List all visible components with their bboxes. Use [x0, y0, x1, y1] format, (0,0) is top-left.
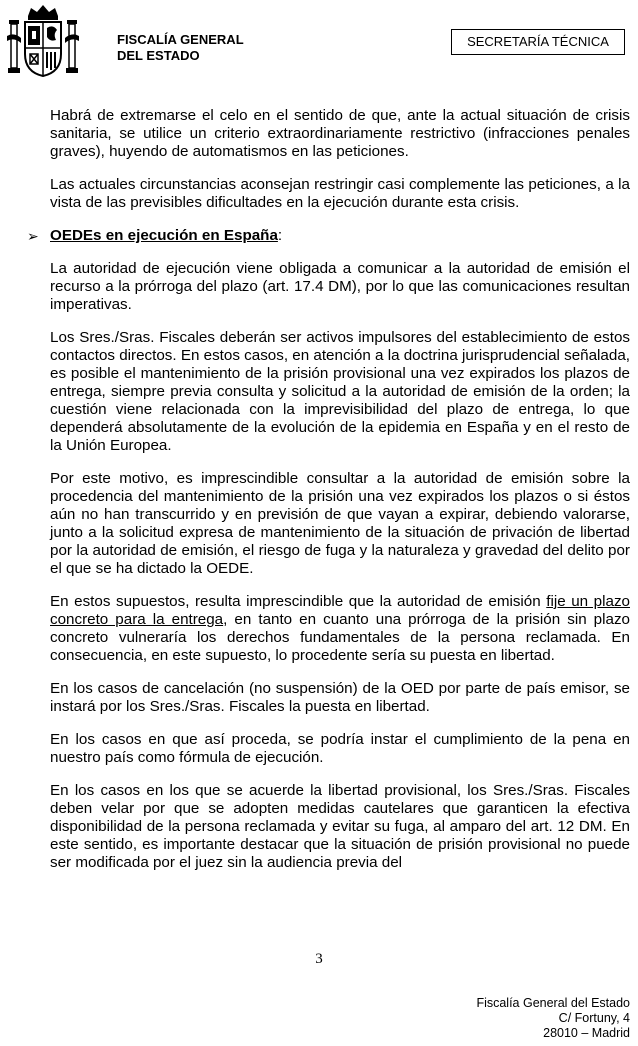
paragraph: Habrá de extremarse el celo en el sentido de que, ante la actual situación de crisis sanitaria, se utilice un criterio extraordinariamente restrictivo (infracciones penales graves), huyendo de automatismos en las peticiones.: [50, 107, 630, 160]
paragraph: [50, 593, 630, 665]
document-body: [27, 107, 630, 887]
paragraph: Por este motivo, es imprescindible consultar a la autoridad de emisión sobre la procedencia del mantenimiento de la prisión una vez expirados los plazos o si éstos aún no han transcurrido y en previsión de que vayan a expirar, debiendo valorarse, junto a la solicitud expresa de mantenimiento de la situación de privación de libertad por la autoridad de emisión, el riesgo de fuga y la naturaleza y gravedad del delito por el que se ha dictado la OEDE.: [50, 470, 630, 577]
section-heading-title: OEDEs en ejecución en España: [50, 227, 278, 244]
paragraph-text: En estos supuestos, resulta imprescindible que la autoridad de emisión: [50, 593, 547, 610]
footer-line-3: 28010 – Madrid: [543, 1026, 630, 1040]
coat-of-arms-emblem: [4, 2, 82, 80]
paragraph: En los casos de cancelación (no suspensión) de la OED por parte de país emisor, se instará por los Sres./Sras. Fiscales la puesta en libertad.: [50, 680, 630, 715]
section-heading-colon: :: [277, 227, 283, 244]
underlined-text: fije un plazo concreto para la entrega: [50, 593, 630, 628]
footer-address: [476, 996, 630, 1041]
arrow-bullet-icon: ➢: [27, 228, 39, 244]
paragraph: Los Sres./Sras. Fiscales deberán ser activos impulsores del establecimiento de estos contactos directos. En estos casos, en atención a la doctrina jurisprudencial señalada, es posible el mantenimiento de la prisión provisional una vez expirados los plazos de entrega, siempre previa consulta y solicitud a la autoridad de emisión de la orden; la cuestión viene relacionada con la imprevisibilidad del plazo de entrega, lo que dependerá absolutamente de la evolución de la epidemia en España y en el resto de la Unión Europea.: [50, 329, 630, 454]
footer-line-1: Fiscalía General del Estado: [476, 996, 630, 1010]
section-heading: [27, 227, 630, 245]
organization-line-1: FISCALÍA GENERAL: [117, 32, 244, 47]
paragraph: En los casos en los que se acuerde la libertad provisional, los Sres./Sras. Fiscales deben velar por que se adopten medidas cautelares que garanticen la efectiva disponibilidad de la persona reclamada y evitar su fuga, al amparo del art. 12 DM. En este sentido, es importante destacar que la situación de prisión provisional no puede ser modificada por el juez sin la audiencia previa del: [50, 782, 630, 871]
department-box: SECRETARÍA TÉCNICA: [451, 29, 625, 55]
footer-line-2: C/ Fortuny, 4: [558, 1011, 630, 1025]
paragraph: Las actuales circunstancias aconsejan restringir casi complemente las peticiones, a la vista de las previsibles dificultades en la ejecución durante esta crisis.: [50, 176, 630, 211]
paragraph-text: , en tanto en cuanto una prórroga de la prisión sin plazo concreto vulneraría los derechos fundamentales de la persona reclamada. En consecuencia, en este supuesto, lo procedente sería su puesta en libertad.: [50, 611, 630, 664]
organization-name: [117, 32, 244, 64]
page-number: 3: [315, 951, 323, 967]
organization-line-2: DEL ESTADO: [117, 48, 200, 63]
paragraph: En los casos en que así proceda, se podría instar el cumplimiento de la pena en nuestro país como fórmula de ejecución.: [50, 731, 630, 766]
paragraph: La autoridad de ejecución viene obligada a comunicar a la autoridad de emisión el recurso a la prórroga del plazo (art. 17.4 DM), por lo que las comunicaciones resultan imperativas.: [50, 260, 630, 313]
